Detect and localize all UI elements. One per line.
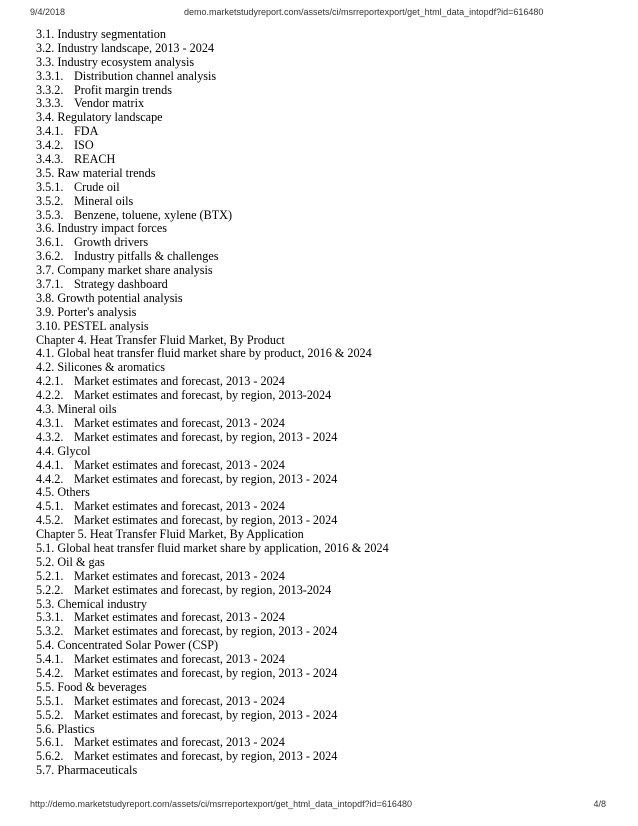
toc-section-entry (36, 598, 616, 612)
toc-entry-number: 4.5. (36, 485, 55, 500)
toc-subsection-entry (36, 84, 616, 98)
toc-entry-title: Market estimates and forecast, by region, 2013 - 2024 (74, 707, 338, 722)
toc-entry-title: Chapter 4. Heat Transfer Fluid Market, By Product (36, 332, 285, 347)
toc-subsection-entry (36, 653, 616, 667)
toc-entry-number: 5.6. (36, 721, 55, 736)
toc-entry-title: Market estimates and forecast, 2013 - 2024 (74, 457, 285, 472)
toc-section-entry (36, 320, 616, 334)
toc-entry-number: 4.3.2. (36, 429, 64, 444)
toc-entry-title: Profit margin trends (74, 82, 172, 97)
toc-subsection-entry (36, 473, 616, 487)
toc-subsection-entry (36, 250, 616, 264)
toc-entry-number: 3.8. (36, 290, 55, 305)
toc-subsection-entry (36, 459, 616, 473)
toc-entry-number: 5.5.1. (36, 693, 64, 708)
toc-entry-title: Glycol (57, 443, 91, 458)
toc-entry-number: 5.3.1. (36, 610, 64, 625)
toc-section-entry (36, 56, 616, 70)
toc-entry-number: 3.4. (36, 110, 55, 125)
print-header-url: demo.marketstudyreport.com/assets/ci/msrreportexport/get_html_data_intopdf?id=616480 (184, 7, 544, 17)
toc-entry-title: Market estimates and forecast, by region, 2013-2024 (74, 582, 332, 597)
toc-entry-title: Distribution channel analysis (74, 68, 217, 83)
toc-entry-title: Regulatory landscape (57, 110, 163, 125)
toc-entry-number: 3.5. (36, 165, 55, 180)
toc-entry-title: Market estimates and forecast, by region, 2013 - 2024 (74, 665, 338, 680)
toc-entry-title: Industry impact forces (57, 221, 167, 236)
toc-entry-title: Chapter 5. Heat Transfer Fluid Market, By Application (36, 527, 304, 542)
toc-section-entry (36, 403, 616, 417)
toc-entry-number: 5.1. (36, 540, 55, 555)
toc-entry-number: 4.5.2. (36, 513, 64, 528)
toc-section-entry (36, 306, 616, 320)
toc-subsection-entry (36, 750, 616, 764)
toc-entry-number: 5.6.2. (36, 749, 64, 764)
toc-entry-title: Chemical industry (57, 596, 148, 611)
toc-subsection-entry (36, 417, 616, 431)
toc-subsection-entry (36, 431, 616, 445)
toc-section-entry (36, 264, 616, 278)
toc-section-entry (36, 361, 616, 375)
toc-entry-title: Market estimates and forecast, by region, 2013 - 2024 (74, 513, 338, 528)
toc-entry-title: Raw material trends (57, 165, 156, 180)
toc-entry-number: 3.7.1. (36, 277, 64, 292)
toc-subsection-entry (36, 181, 616, 195)
toc-section-entry (36, 111, 616, 125)
toc-subsection-entry (36, 195, 616, 209)
toc-entry-title: FDA (74, 124, 99, 139)
toc-section-entry (36, 556, 616, 570)
toc-entry-number: 5.7. (36, 763, 55, 778)
toc-section-entry (36, 639, 616, 653)
toc-entry-title: Strategy dashboard (74, 277, 168, 292)
toc-entry-title: Industry segmentation (57, 27, 166, 41)
toc-section-entry (36, 292, 616, 306)
toc-entry-title: Benzene, toluene, xylene (BTX) (74, 207, 233, 222)
toc-subsection-entry (36, 584, 616, 598)
toc-entry-title: Market estimates and forecast, 2013 - 2024 (74, 499, 285, 514)
toc-subsection-entry (36, 625, 616, 639)
toc-entry-title: Market estimates and forecast, by region, 2013 - 2024 (74, 429, 338, 444)
toc-entry-title: Others (57, 485, 90, 500)
toc-entry-title: REACH (74, 152, 116, 167)
toc-subsection-entry (36, 500, 616, 514)
toc-subsection-entry (36, 153, 616, 167)
toc-entry-number: 4.5.1. (36, 499, 64, 514)
page-number: 4/8 (593, 799, 606, 809)
toc-entry-number: 3.6.2. (36, 249, 64, 264)
toc-entry-number: 3.1. (36, 27, 55, 41)
toc-entry-title: Market estimates and forecast, by region, 2013-2024 (74, 388, 332, 403)
toc-chapter-heading (36, 334, 616, 348)
toc-entry-title: Vendor matrix (74, 96, 145, 111)
toc-entry-number: 5.4.1. (36, 652, 64, 667)
toc-subsection-entry (36, 125, 616, 139)
toc-entry-title: Growth drivers (74, 235, 149, 250)
toc-subsection-entry (36, 139, 616, 153)
toc-entry-title: Plastics (57, 721, 95, 736)
toc-entry-title: Oil & gas (57, 554, 105, 569)
toc-subsection-entry (36, 236, 616, 250)
toc-entry-title: Industry ecosystem analysis (57, 54, 195, 69)
toc-entry-title: Industry landscape, 2013 - 2024 (57, 40, 215, 55)
toc-subsection-entry (36, 736, 616, 750)
toc-subsection-entry (36, 70, 616, 84)
toc-entry-title: Market estimates and forecast, by region, 2013 - 2024 (74, 471, 338, 486)
toc-entry-number: 4.3. (36, 402, 55, 417)
toc-entry-title: Pharmaceuticals (57, 763, 138, 778)
toc-entry-number: 5.2.2. (36, 582, 64, 597)
toc-section-entry (36, 347, 616, 361)
toc-entry-title: Company market share analysis (57, 263, 213, 278)
toc-section-entry (36, 681, 616, 695)
toc-section-entry (36, 764, 616, 778)
toc-entry-number: 5.5.2. (36, 707, 64, 722)
toc-entry-title: Market estimates and forecast, 2013 - 2024 (74, 610, 285, 625)
print-date: 9/4/2018 (30, 7, 66, 17)
toc-entry-title: Concentrated Solar Power (CSP) (57, 638, 219, 653)
toc-entry-number: 5.2.1. (36, 568, 64, 583)
toc-entry-number: 5.3.2. (36, 624, 64, 639)
toc-subsection-entry (36, 611, 616, 625)
toc-entry-number: 3.3.3. (36, 96, 64, 111)
toc-entry-number: 4.2.2. (36, 388, 64, 403)
toc-section-entry (36, 222, 616, 236)
toc-entry-number: 4.4.2. (36, 471, 64, 486)
toc-subsection-entry (36, 667, 616, 681)
toc-entry-number: 4.4.1. (36, 457, 64, 472)
toc-entry-number: 4.2.1. (36, 374, 64, 389)
toc-section-entry (36, 486, 616, 500)
toc-entry-title: Global heat transfer fluid market share by product, 2016 & 2024 (57, 346, 372, 361)
toc-entry-number: 3.5.3. (36, 207, 64, 222)
toc-section-entry (36, 28, 616, 42)
toc-entry-title: Food & beverages (57, 679, 147, 694)
toc-entry-number: 3.3.2. (36, 82, 64, 97)
toc-entry-number: 5.2. (36, 554, 55, 569)
toc-section-entry (36, 445, 616, 459)
toc-entry-number: 3.5.2. (36, 193, 64, 208)
toc-subsection-entry (36, 209, 616, 223)
toc-entry-title: Growth potential analysis (57, 290, 183, 305)
toc-chapter-heading (36, 528, 616, 542)
toc-entry-number: 5.6.1. (36, 735, 64, 750)
toc-entry-title: Porter's analysis (57, 304, 137, 319)
toc-entry-title: ISO (74, 138, 94, 153)
toc-entry-number: 3.6.1. (36, 235, 64, 250)
toc-subsection-entry (36, 375, 616, 389)
toc-section-entry (36, 723, 616, 737)
toc-entry-title: Crude oil (74, 179, 120, 194)
toc-entry-number: 5.4.2. (36, 665, 64, 680)
toc-entry-title: Industry pitfalls & challenges (74, 249, 219, 264)
toc-entry-title: Mineral oils (57, 402, 117, 417)
toc-entry-number: 5.3. (36, 596, 55, 611)
toc-entry-number: 4.2. (36, 360, 55, 375)
toc-subsection-entry (36, 389, 616, 403)
toc-entry-number: 3.4.1. (36, 124, 64, 139)
toc-subsection-entry (36, 514, 616, 528)
toc-entry-number: 3.6. (36, 221, 55, 236)
toc-entry-number: 5.4. (36, 638, 55, 653)
toc-entry-title: Market estimates and forecast, 2013 - 2024 (74, 415, 285, 430)
toc-subsection-entry (36, 97, 616, 111)
toc-entry-title: Silicones & aromatics (57, 360, 165, 375)
toc-subsection-entry (36, 278, 616, 292)
toc-entry-number: 5.5. (36, 679, 55, 694)
toc-section-entry (36, 42, 616, 56)
toc-entry-number: 3.4.2. (36, 138, 64, 153)
table-of-contents (36, 28, 616, 778)
toc-entry-number: 3.10. (36, 318, 61, 333)
print-footer-url: http://demo.marketstudyreport.com/assets/ci/msrreportexport/get_html_data_intopdf?id=616480 (30, 799, 412, 809)
toc-entry-title: Global heat transfer fluid market share by application, 2016 & 2024 (57, 540, 389, 555)
toc-entry-number: 3.4.3. (36, 152, 64, 167)
toc-entry-title: Market estimates and forecast, by region, 2013 - 2024 (74, 624, 338, 639)
toc-entry-title: Market estimates and forecast, 2013 - 2024 (74, 374, 285, 389)
toc-entry-number: 3.9. (36, 304, 55, 319)
toc-entry-title: Market estimates and forecast, 2013 - 2024 (74, 735, 285, 750)
toc-entry-title: Market estimates and forecast, 2013 - 2024 (74, 568, 285, 583)
toc-entry-number: 4.1. (36, 346, 55, 361)
toc-entry-number: 3.7. (36, 263, 55, 278)
toc-entry-number: 3.3.1. (36, 68, 64, 83)
toc-entry-number: 4.4. (36, 443, 55, 458)
toc-entry-number: 3.5.1. (36, 179, 64, 194)
toc-entry-title: PESTEL analysis (63, 318, 149, 333)
toc-entry-title: Market estimates and forecast, 2013 - 2024 (74, 652, 285, 667)
toc-entry-number: 3.3. (36, 54, 55, 69)
toc-entry-number: 3.2. (36, 40, 55, 55)
toc-entry-title: Market estimates and forecast, by region, 2013 - 2024 (74, 749, 338, 764)
toc-section-entry (36, 167, 616, 181)
toc-section-entry (36, 542, 616, 556)
toc-entry-title: Mineral oils (74, 193, 134, 208)
toc-entry-number: 4.3.1. (36, 415, 64, 430)
toc-subsection-entry (36, 709, 616, 723)
toc-entry-title: Market estimates and forecast, 2013 - 2024 (74, 693, 285, 708)
toc-subsection-entry (36, 695, 616, 709)
toc-subsection-entry (36, 570, 616, 584)
